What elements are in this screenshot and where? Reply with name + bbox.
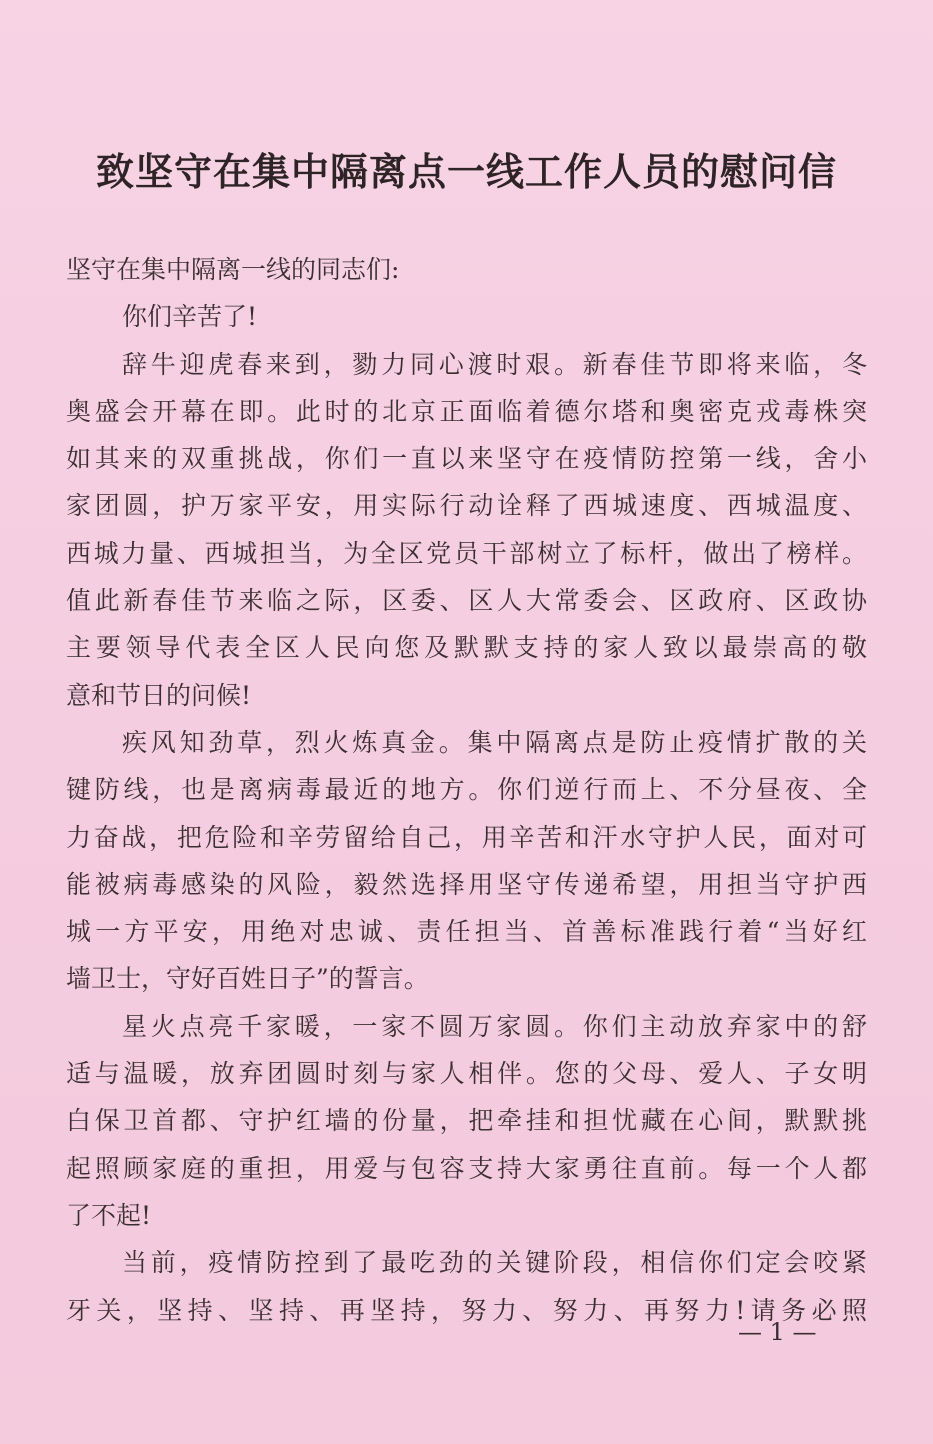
letter-body [66, 246, 867, 1334]
salutation: 坚守在集中隔离一线的同志们: [66, 255, 400, 284]
paragraph-1-line-3: 如其来的双重挑战，你们一直以来坚守在疫情防控第一线，舍小 [66, 444, 867, 474]
paragraph-1-line-1: 辞牛迎虎春来到，勠力同心渡时艰。新春佳节即将来临，冬 [122, 349, 867, 379]
paragraph-1-line-4: 家团圆，护万家平安，用实际行动诠释了西城速度、西城温度、 [66, 491, 867, 521]
greeting: 你们辛苦了! [122, 302, 258, 332]
paragraph-3-line-4: 起照顾家庭的重担，用爱与包容支持大家勇往直前。每一个人都 [66, 1153, 867, 1183]
paragraph-1-line-5: 西城力量、西城担当，为全区党员干部树立了标杆，做出了榜样。 [66, 538, 867, 568]
paragraph-2-line-2: 键防线，也是离病毒最近的地方。你们逆行而上、不分昼夜、全 [66, 775, 867, 805]
paragraph-2-line-6: 墙卫士，守好百姓日子”的誓言。 [66, 964, 429, 994]
paragraph-2-line-4: 能被病毒感染的风险，毅然选择用坚守传递希望，用担当守护西 [66, 869, 867, 899]
paragraph-2-line-3: 力奋战，把危险和辛劳留给自己，用辛苦和汗水守护人民，面对可 [66, 822, 867, 852]
paragraph-1-line-2: 奥盛会开幕在即。此时的北京正面临着德尔塔和奥密克戎毒株突 [66, 396, 867, 426]
paragraph-2-line-5: 城一方平安，用绝对忠诚、责任担当、首善标准践行着“当好红 [66, 917, 867, 947]
paragraph-3-line-2: 适与温暖，放弃团圆时刻与家人相伴。您的父母、爱人、子女明 [66, 1059, 867, 1089]
paragraph-4-line-2: 牙关，坚持、坚持、再坚持，努力、努力、再努力!请务必照 [66, 1295, 867, 1325]
paragraph-4-line-1: 当前，疫情防控到了最吃劲的关键阶段，相信你们定会咬紧 [122, 1248, 867, 1278]
paragraph-1-line-6: 值此新春佳节来临之际，区委、区人大常委会、区政府、区政协 [66, 586, 867, 616]
letter-title: 致坚守在集中隔离点一线工作人员的慰问信 [95, 149, 837, 194]
paragraph-3-line-5: 了不起! [66, 1200, 152, 1230]
paragraph-1-line-8: 意和节日的问候! [66, 680, 252, 710]
paragraph-2-line-1: 疾风知劲草，烈火炼真金。集中隔离点是防止疫情扩散的关 [122, 727, 867, 757]
page-number: — 1 — [738, 1318, 817, 1346]
paragraph-3-line-3: 白保卫首都、守护红墙的份量，把牵挂和担忧藏在心间，默默挑 [66, 1106, 867, 1136]
paragraph-1-line-7: 主要领导代表全区人民向您及默默支持的家人致以最崇高的敬 [66, 633, 867, 663]
paragraph-3-line-1: 星火点亮千家暖，一家不圆万家圆。你们主动放弃家中的舒 [122, 1011, 867, 1041]
